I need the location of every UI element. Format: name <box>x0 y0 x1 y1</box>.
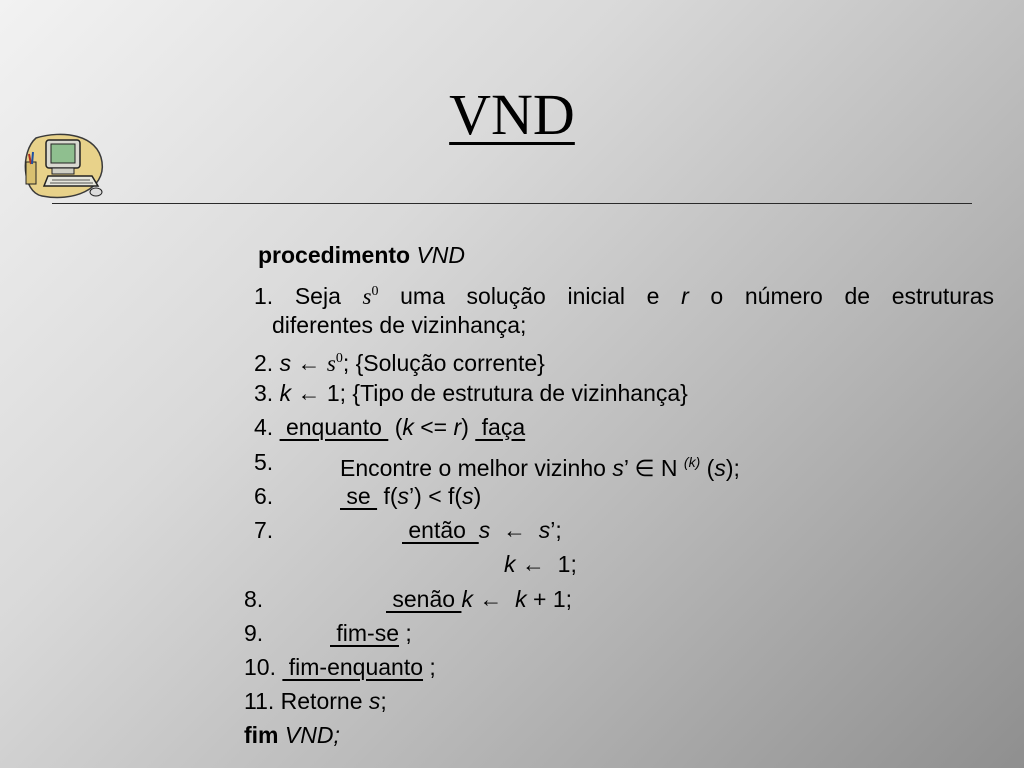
line-3: 3. k ← 1; {Tipo de estrutura de vizinhança} <box>254 380 688 406</box>
line-5: 5. <box>254 449 274 475</box>
line-9: 9. <box>244 620 264 646</box>
line-procedure: procedimento VND <box>258 242 466 268</box>
line-9-body: fim-se ; <box>330 620 412 646</box>
line-10: 10. fim-enquanto ; <box>244 654 436 680</box>
line-7: 7. <box>254 517 274 543</box>
slide-title: VND <box>449 82 575 147</box>
line-11: 11. Retorne s; <box>244 688 387 714</box>
line-2: 2. s ← $s^0$; {Solução corrente} <box>254 350 545 376</box>
line-7-body: então s ← s’; <box>402 517 562 543</box>
line-end: fim VND; <box>244 722 340 748</box>
line-6: 6. <box>254 483 274 509</box>
line-5-body: Encontre o melhor vizinho s’ ∈ N $^{(k)}$ (s); <box>340 454 740 481</box>
line-7b: k ← 1; <box>504 551 577 577</box>
line-4: 4. enquanto (k <= r) faça <box>254 414 526 440</box>
line-1: 1. Seja $s^0$ uma solução inicial e r o número de estruturas <box>254 283 995 309</box>
line-1-cont: diferentes de vizinhança; <box>272 312 527 338</box>
line-8-body: senão k ← k + 1; <box>386 586 573 612</box>
line-6-body: se f(s’) < f(s) <box>340 483 482 509</box>
line-8: 8. <box>244 586 264 612</box>
